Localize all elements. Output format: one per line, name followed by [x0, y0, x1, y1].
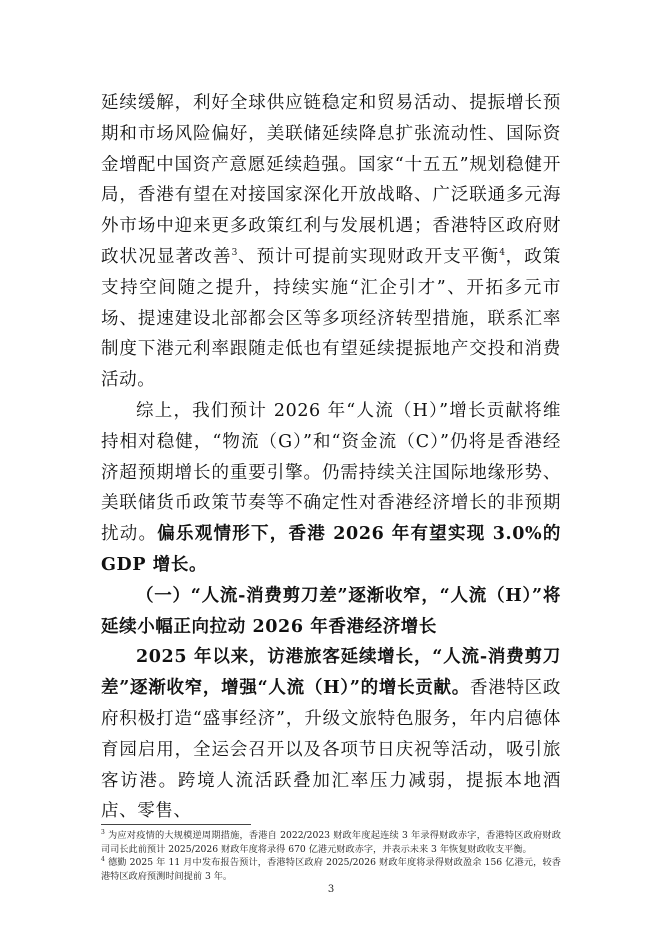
paragraph-summary: [101, 396, 561, 581]
paragraph-bold-lead: 2025 年以来，访港旅客延续增长，“人流-消费剪刀差”逐渐收窄，增强“人流（H）”的增长贡献。: [101, 647, 561, 699]
footnote-divider: [101, 824, 251, 825]
paragraph-text: 、预计可提前实现财政开支平衡: [237, 246, 500, 267]
body-text: [101, 88, 561, 827]
footnote-ref[interactable]: 3: [231, 248, 238, 259]
footnote-text: 德勤 2025 年 11 月中发布报告预计，香港特区政府 2025/2026 财政年度将录得财政盈余 156 亿港元，较香港特区政府预测时间提前 3 年。: [101, 857, 561, 882]
footnotes: [101, 829, 561, 883]
paragraph-continued: [101, 88, 561, 396]
paragraph-section-body: [101, 642, 561, 827]
footnote-item: [101, 829, 561, 856]
section-heading: （一）“人流-消费剪刀差”逐渐收窄，“人流（H）”将延续小幅正向拉动 2026 年香港经济增长: [101, 585, 561, 637]
footnote-mark: 4: [101, 855, 105, 863]
paragraph-text: ，政策支持空间随之提升，持续实施“汇企引才”、开拓多元市场、提速建设北部都会区等多项经济转型措施，联系汇率制度下港元利率跟随走低也有望延续提振地产交投和消费活动。: [101, 246, 561, 391]
page-number: 3: [327, 884, 335, 895]
paragraph-bold-conclusion: 偏乐观情形下，香港 2026 年有望实现 3.0%的 GDP 增长。: [101, 524, 561, 575]
footnote-mark: 3: [101, 828, 105, 836]
footnote-ref[interactable]: 4: [499, 248, 505, 259]
paragraph-text: 香港特区政府积极打造“盛事经济”，升级文旅特色服务，年内启德体育园启用，全运会召开以及各项节日庆祝等活动，吸引旅客访港。跨境人流活跃叠加汇率压力减弱，提振本地酒店、零售、: [101, 678, 561, 822]
paragraph-text: 综上，我们预计 2026 年“人流（H）”增长贡献将维持相对稳健，“物流（G）”和“资金流（C）”仍将是香港经济超预期增长的重要引擎。仍需持续关注国际地缘形势、美联储货币政策节奏等不确定性对香港经济增长的非预期扰动。: [101, 400, 561, 545]
footnote-text: 为应对疫情的大规模逆周期措施，香港自 2022/2023 财政年度起连续 3 年录得财政赤字，香港特区政府财政司司长此前预计 2025/2026 财政年度将录得 670 亿港元财政赤字，并表示未来 3 年恢复财政收支平衡。: [101, 830, 561, 855]
footnote-item: [101, 856, 561, 883]
paragraph-text: 延续缓解，利好全球供应链稳定和贸易活动、提振增长预期和市场风险偏好，美联储延续降息扩张流动性、国际资金增配中国资产意愿延续趋强。国家“十五五”规划稳健开局，香港有望在对接国家深化开放战略、广泛联通多元海外市场中迎来更多政策红利与发展机遇；香港特区政府财政状况显著改善: [101, 93, 561, 267]
